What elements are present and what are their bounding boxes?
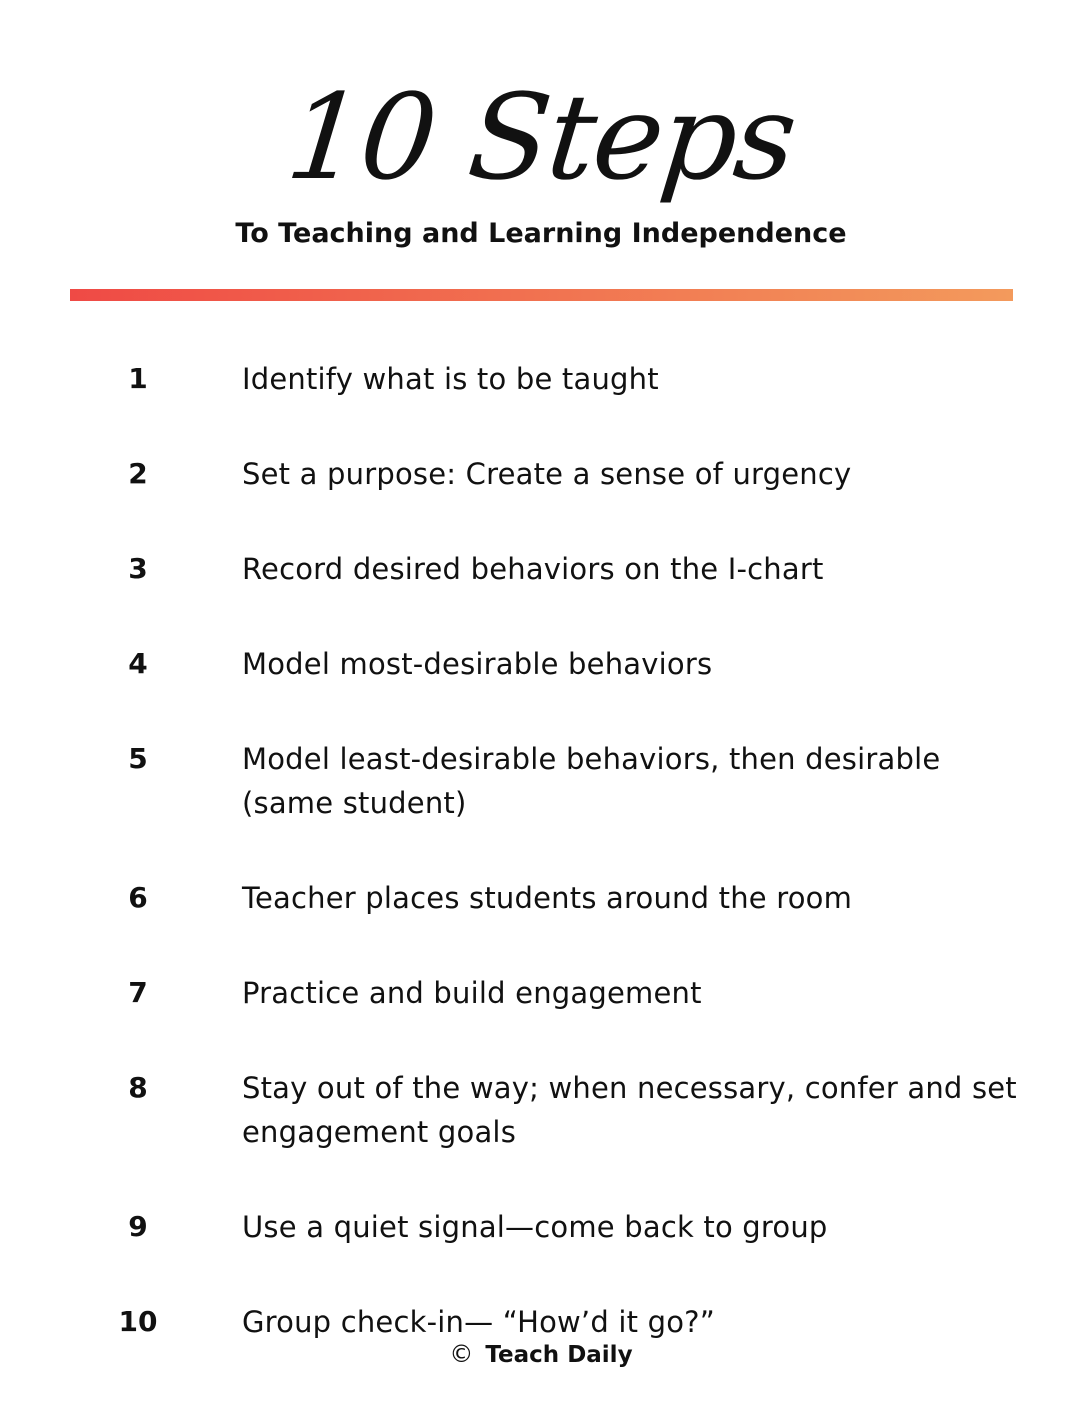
step-text: Teacher places students around the room	[242, 881, 853, 915]
step-text: Set a purpose: Create a sense of urgency	[242, 457, 852, 491]
step-number: 7	[128, 976, 148, 1009]
step-text: Model least-desirable behaviors, then desirable (same student)	[242, 742, 941, 820]
step-number: 5	[128, 742, 148, 775]
gradient-divider	[70, 289, 1013, 301]
list-item	[0, 445, 1082, 496]
step-number: 6	[128, 881, 148, 914]
step-number: 2	[128, 457, 148, 490]
list-item	[0, 869, 1082, 920]
list-item	[0, 350, 1082, 401]
step-number: 3	[128, 552, 148, 585]
list-item	[0, 1198, 1082, 1249]
step-text: Use a quiet signal—come back to group	[242, 1210, 828, 1244]
step-number: 10	[118, 1305, 158, 1338]
footer	[0, 1336, 1082, 1373]
step-number: 8	[128, 1071, 148, 1104]
step-number: 1	[128, 362, 148, 395]
step-text: Group check-in— “How’d it go?”	[242, 1305, 715, 1339]
step-text: Practice and build engagement	[242, 976, 702, 1010]
page-title: 10 Steps	[280, 68, 802, 206]
step-text: Identify what is to be taught	[242, 362, 659, 396]
list-item	[0, 730, 1082, 825]
copyright-icon: ©	[449, 1340, 474, 1368]
list-item	[0, 964, 1082, 1015]
list-item	[0, 635, 1082, 686]
footer-brand: Teach Daily	[485, 1342, 633, 1368]
steps-list	[0, 350, 1082, 1388]
list-item	[0, 1059, 1082, 1154]
step-text: Record desired behaviors on the I-chart	[242, 552, 824, 586]
page-subtitle: To Teaching and Learning Independence	[235, 218, 847, 249]
step-number: 9	[128, 1210, 148, 1243]
step-text: Stay out of the way; when necessary, confer and set engagement goals	[242, 1071, 1017, 1149]
list-item	[0, 540, 1082, 591]
step-text: Model most-desirable behaviors	[242, 647, 713, 681]
step-number: 4	[128, 647, 148, 680]
